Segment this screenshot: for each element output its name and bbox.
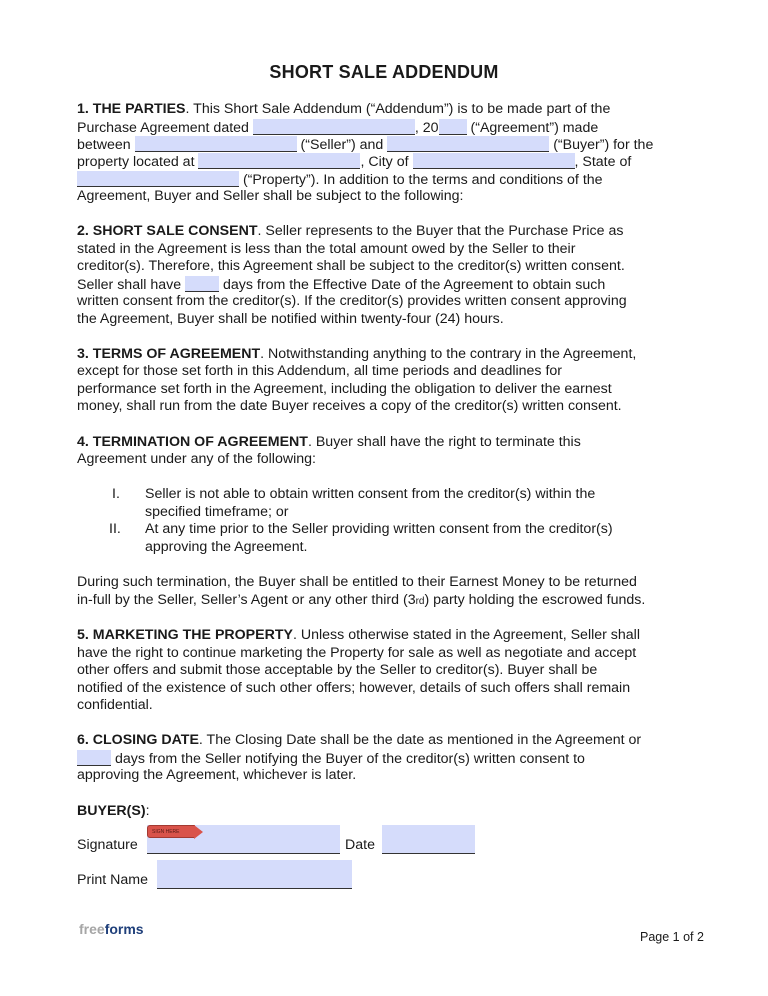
page-title: SHORT SALE ADDENDUM [269, 62, 499, 82]
s3-line3: performance set forth in the Agreement, including the obligation to deliver the earnest [77, 381, 612, 397]
city-field[interactable] [413, 153, 575, 169]
s4-line2: Agreement under any of the following: [77, 451, 316, 467]
signature-date-field[interactable] [382, 825, 475, 854]
logo-forms: forms [104, 921, 144, 937]
s3-line2: except for those set forth in this Addendum, all time periods and deadlines for [77, 363, 563, 379]
s1-line5 [77, 171, 603, 189]
text: days from the Effective Date of the Agreement to obtain such [219, 277, 606, 293]
property-address-field[interactable] [198, 153, 360, 169]
freeforms-logo [79, 921, 144, 937]
s5-line1 [77, 627, 640, 644]
year-field[interactable] [439, 119, 467, 135]
s4-para-line2 [77, 592, 645, 610]
s2-heading: 2. SHORT SALE CONSENT [77, 223, 258, 239]
list-item-num: II. [109, 521, 121, 537]
s6-line1 [77, 732, 641, 749]
s5-line5: confidential. [77, 697, 153, 713]
text: Seller shall have [77, 277, 186, 293]
s5-heading: 5. MARKETING THE PROPERTY [77, 627, 293, 643]
s2-line2: stated in the Agreement is less than the total amount owed by the Seller to their [77, 241, 576, 257]
list-item-text: Seller is not able to obtain written consent from the creditor(s) within the [145, 486, 596, 502]
s4-para-line1: During such termination, the Buyer shall be entitled to their Earnest Money to be returned [77, 574, 637, 590]
text: Purchase Agreement dated [77, 120, 253, 136]
s2-line1 [77, 223, 623, 240]
text: : [145, 803, 150, 819]
buyers-heading [77, 803, 150, 820]
s4-heading: 4. TERMINATION OF AGREEMENT [77, 434, 308, 450]
print-name-field[interactable] [157, 860, 352, 889]
agreement-date-field[interactable] [253, 119, 415, 135]
text: rd [415, 596, 425, 607]
s3-line4: money, shall run from the date Buyer receives a copy of the creditor(s) written consent. [77, 398, 622, 414]
s1-line6: Agreement, Buyer and Seller shall be subject to the following: [77, 188, 464, 204]
text: . This Short Sale Addendum (“Addendum”) is to be made part of the [185, 101, 611, 117]
s5-line2: have the right to continue marketing the Property for sale as well as negotiate and accept [77, 645, 637, 661]
list-item-text: specified timeframe; or [145, 504, 289, 520]
text: (“Seller”) and [296, 137, 388, 153]
text: property located at [77, 154, 199, 170]
print-name-label: Print Name [77, 872, 148, 888]
text: . Notwithstanding anything to the contrary in the Agreement, [260, 346, 637, 362]
text: between [77, 137, 135, 153]
page-number: Page 1 of 2 [640, 930, 704, 944]
buyer-name-field[interactable] [387, 136, 549, 152]
list-item-text: approving the Agreement. [145, 539, 308, 555]
sign-here-tag[interactable]: SIGN HERE [147, 825, 195, 838]
s6-line3: approving the Agreement, whichever is later. [77, 767, 357, 783]
state-field[interactable] [77, 171, 239, 187]
s2-line4 [77, 276, 605, 294]
seller-name-field[interactable] [135, 136, 297, 152]
text: (“Agreement”) made [466, 120, 599, 136]
text: (“Buyer”) for the [549, 137, 654, 153]
text: , 20 [414, 120, 439, 136]
text: . Buyer shall have the right to terminate this [307, 434, 581, 450]
consent-days-field[interactable] [185, 276, 219, 292]
s6-line2 [77, 750, 585, 768]
text: (“Property”). In addition to the terms and conditions of the [239, 172, 603, 188]
s1-line1 [77, 101, 610, 118]
s3-line1 [77, 346, 636, 363]
s6-heading: 6. CLOSING DATE [77, 732, 199, 748]
s5-line4: notified of the existence of such other offers; however, details of such offers shall remain [77, 680, 631, 696]
text: . Seller represents to the Buyer that the Purchase Price as [257, 223, 624, 239]
text: in-full by the Seller, Seller’s Agent or any other third (3 [77, 592, 416, 608]
s2-line3: creditor(s). Therefore, this Agreement shall be subject to the creditor(s) written consent. [77, 258, 625, 274]
text: . The Closing Date shall be the date as mentioned in the Agreement or [198, 732, 642, 748]
s2-line5: written consent from the creditor(s). If the creditor(s) provides written consent approving [77, 293, 627, 309]
list-item-num: I. [112, 486, 120, 502]
s1-line2 [77, 119, 598, 137]
logo-free: free [79, 921, 105, 937]
s1-line3 [77, 136, 653, 154]
s4-line1 [77, 434, 581, 451]
list-item-text: At any time prior to the Seller providing written consent from the creditor(s) [145, 521, 613, 537]
text: , City of [360, 154, 413, 170]
s1-line4 [77, 153, 631, 171]
text: . Unless otherwise stated in the Agreement, Seller shall [293, 627, 640, 643]
signature-label: Signature [77, 837, 138, 853]
date-label: Date [345, 837, 375, 853]
s3-heading: 3. TERMS OF AGREEMENT [77, 346, 261, 362]
s1-heading: 1. THE PARTIES [77, 101, 186, 117]
s5-line3: other offers and submit those acceptable by the Seller to creditor(s). Buyer shall be [77, 662, 598, 678]
closing-days-field[interactable] [77, 750, 111, 766]
s2-line6: the Agreement, Buyer shall be notified within twenty-four (24) hours. [77, 311, 504, 327]
text: ) party holding the escrowed funds. [424, 592, 646, 608]
text: days from the Seller notifying the Buyer of the creditor(s) written consent to [111, 751, 585, 767]
text: , State of [574, 154, 632, 170]
text: BUYER(S) [77, 803, 146, 819]
